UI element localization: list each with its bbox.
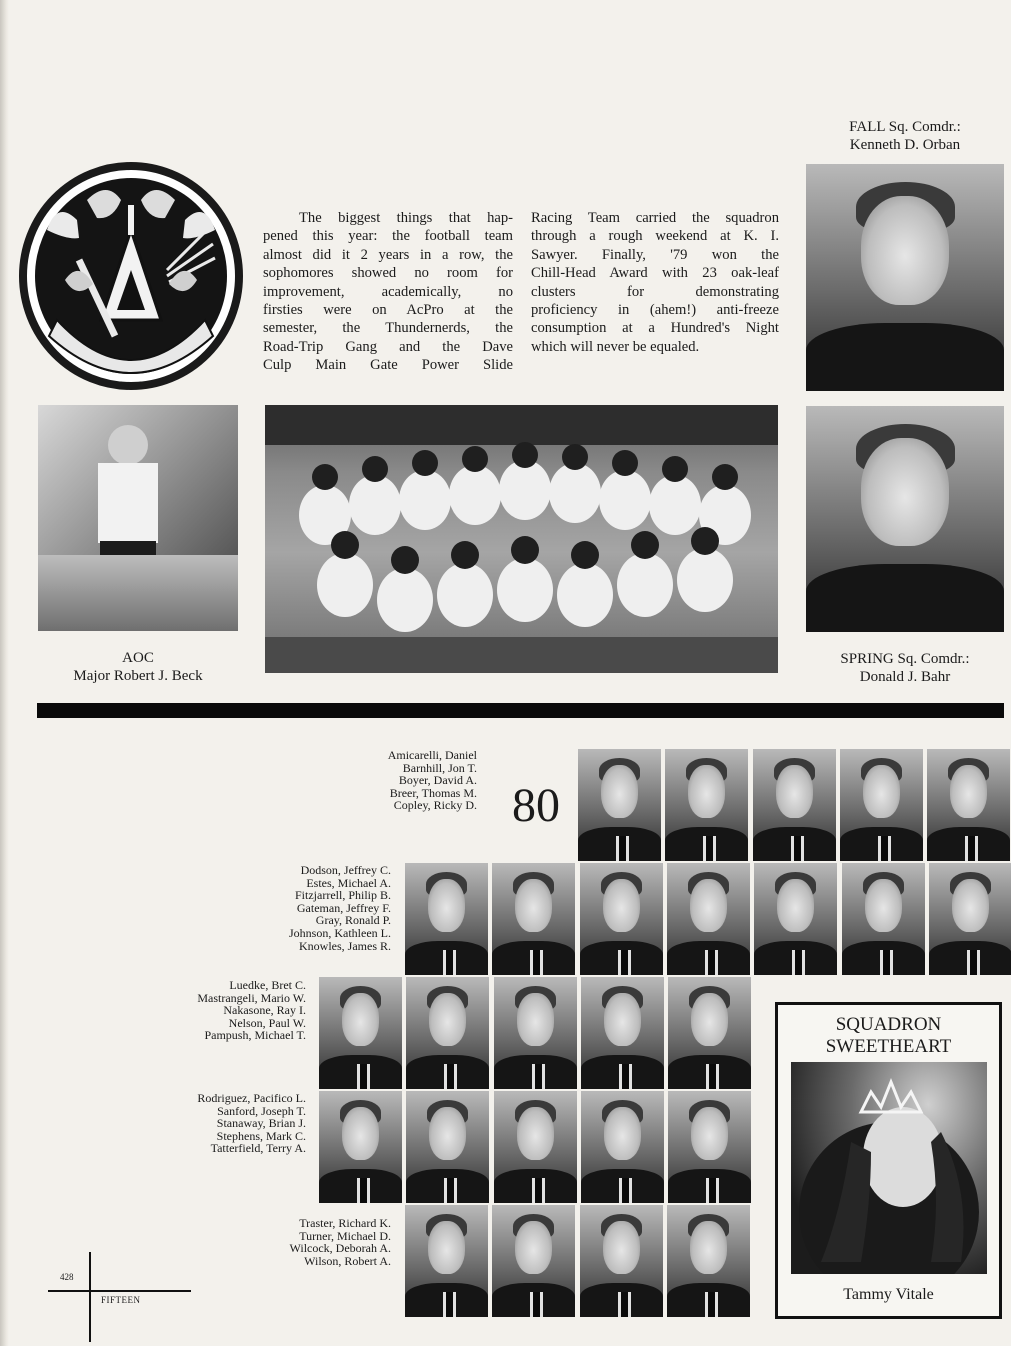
cadet-portrait <box>754 863 837 975</box>
cadet-name: Tatterfield, Terry A. <box>210 1141 306 1156</box>
aoc-caption <box>38 649 238 685</box>
page-number: 428 <box>60 1272 74 1282</box>
cadet-name: Rodriguez, Pacifico L. <box>197 1091 306 1105</box>
caption-line: Kenneth D. Orban <box>849 137 961 153</box>
story-line: sophomores showed no room for <box>263 265 513 282</box>
section-label: FIFTEEN <box>101 1295 141 1305</box>
section-divider <box>37 703 1004 718</box>
cadet-portrait <box>668 1091 751 1203</box>
spring-commander-photo <box>806 406 1004 632</box>
cadet-portrait <box>580 863 663 975</box>
cadet-portrait <box>929 863 1011 975</box>
story-column-2 <box>531 209 779 356</box>
story-line: Culp Main Gate Power Slide <box>263 357 513 374</box>
cadet-name: Sanford, Joseph T. <box>217 1103 306 1118</box>
group-photo-figures <box>265 405 778 673</box>
class-year: 80 <box>512 779 560 832</box>
cadet-portrait <box>492 863 575 975</box>
group-photo <box>265 405 778 673</box>
names-row-5 <box>200 1217 391 1267</box>
cadet-name: Mastrangeli, Mario W. <box>197 990 306 1005</box>
cadet-name: Traster, Richard K. <box>299 1216 391 1230</box>
story-line: almost did it 2 years in a row, the <box>263 246 513 263</box>
cadet-portrait <box>494 977 577 1089</box>
crest-emblem-icon <box>17 160 245 392</box>
sweetheart-title: SWEETHEART <box>825 1036 952 1057</box>
cadet-name: Dodson, Jeffrey C. <box>300 863 391 877</box>
cadet-name: Barnhill, Jon T. <box>402 760 477 775</box>
story-line: semester, the Thundernerds, the <box>263 320 513 337</box>
cadet-portrait <box>667 863 750 975</box>
cadet-name: Turner, Michael D. <box>299 1228 391 1243</box>
names-row-3 <box>120 979 306 1042</box>
story-line: Racing Team carried the squadron <box>531 210 779 226</box>
cadet-name: Luedke, Bret C. <box>229 978 306 992</box>
caption-line: Donald J. Bahr <box>859 669 951 685</box>
cadet-portrait <box>494 1091 577 1203</box>
cadet-portrait <box>927 749 1010 861</box>
sweetheart-name: Tammy Vitale <box>843 1286 934 1303</box>
cadet-name: Wilson, Robert A. <box>304 1253 391 1268</box>
caption-line: Major Robert J. Beck <box>73 668 203 684</box>
cadet-name: Amicarelli, Daniel <box>387 748 477 762</box>
cadet-name: Breer, Thomas M. <box>389 785 477 800</box>
cadet-name: Nakasone, Ray I. <box>223 1003 306 1018</box>
cadet-name: Gateman, Jeffrey F. <box>296 900 391 915</box>
story-column-1 <box>263 209 513 375</box>
story-line: through a rough weekend at K. I. <box>531 228 779 245</box>
binding-gutter <box>0 0 9 1346</box>
story-line: proficiency in (ahem!) anti-freeze <box>531 302 779 319</box>
cadet-portrait <box>406 1091 489 1203</box>
cadet-portrait <box>319 977 402 1089</box>
cadet-portrait <box>840 749 923 861</box>
squadron-crest-patch <box>17 160 245 392</box>
cadet-portrait <box>667 1205 750 1317</box>
story-line: Road-Trip Gang and the Dave <box>263 338 513 355</box>
cadet-name: Stephens, Mark C. <box>216 1128 306 1143</box>
cadet-portrait <box>580 1205 663 1317</box>
cadet-portrait <box>405 863 488 975</box>
cadet-name: Fitzjarrell, Philip B. <box>295 888 391 903</box>
story-line: which will never be equaled. <box>531 338 700 355</box>
story-line: pened this year: the football team <box>263 228 513 245</box>
story-line: The biggest things that hap- <box>299 210 513 226</box>
cadet-name: Knowles, James R. <box>299 938 391 953</box>
story-line: consumption at a Hundred's Night <box>531 320 779 337</box>
sweetheart-frame <box>775 1002 1002 1319</box>
story-line: clusters for demonstrating <box>531 283 779 300</box>
story-line: Chill-Head Award with 23 oak-leaf <box>531 265 779 282</box>
cadet-portrait <box>668 977 751 1089</box>
cadet-portrait <box>406 977 489 1089</box>
sweetheart-photo <box>791 1062 987 1274</box>
cadet-name: Nelson, Paul W. <box>228 1015 306 1030</box>
cadet-name: Estes, Michael A. <box>306 875 391 890</box>
cadet-name: Wilcock, Deborah A. <box>289 1241 391 1256</box>
cadet-portrait <box>578 749 661 861</box>
cadet-portrait <box>581 977 664 1089</box>
caption-line: SPRING Sq. Comdr.: <box>840 651 970 667</box>
fall-commander-caption <box>806 118 1004 154</box>
tiara-portrait <box>791 1062 987 1274</box>
cadet-name: Pampush, Michael T. <box>204 1028 306 1043</box>
spring-commander-caption <box>806 650 1004 686</box>
cadet-portrait <box>319 1091 402 1203</box>
caption-line: AOC <box>122 650 154 666</box>
cadet-portrait <box>842 863 925 975</box>
cadet-portrait <box>665 749 748 861</box>
cadet-portrait <box>581 1091 664 1203</box>
names-row-4 <box>120 1092 306 1155</box>
folio-vertical-rule <box>89 1252 91 1342</box>
story-line: Sawyer. Finally, '79 won the <box>531 246 779 263</box>
names-row-1 <box>300 749 477 812</box>
caption-line: FALL Sq. Comdr.: <box>849 119 961 135</box>
cadet-portrait <box>492 1205 575 1317</box>
story-line: firsties were on AcPro at the <box>263 302 513 319</box>
cadet-portrait <box>753 749 836 861</box>
names-row-2 <box>200 864 391 952</box>
fall-commander-photo <box>806 164 1004 391</box>
cadet-name: Copley, Ricky D. <box>393 798 477 813</box>
cadet-name: Boyer, David A. <box>398 773 477 788</box>
cadet-name: Stanaway, Brian J. <box>216 1116 306 1131</box>
cadet-name: Gray, Ronald P. <box>315 913 391 928</box>
aoc-photo <box>38 405 238 631</box>
story-line: improvement, academically, no <box>263 283 513 300</box>
cadet-portrait <box>405 1205 488 1317</box>
folio-horizontal-rule <box>48 1290 191 1292</box>
cadet-name: Johnson, Kathleen L. <box>289 925 391 940</box>
sweetheart-title: SQUADRON <box>835 1014 942 1035</box>
